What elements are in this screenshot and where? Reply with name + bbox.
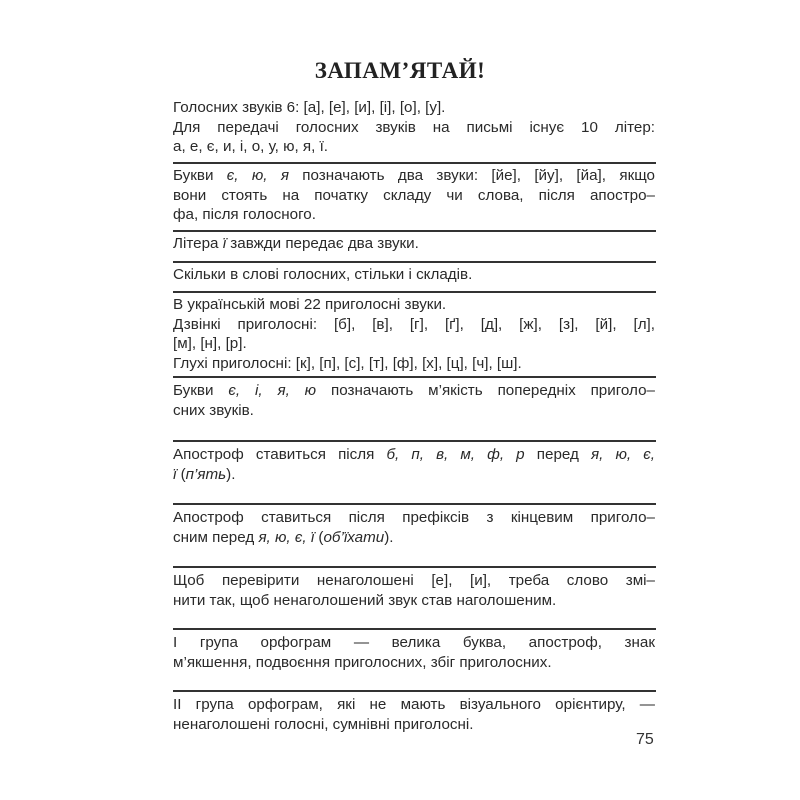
text-line: [173, 715, 655, 735]
italic-text: об’їхати: [323, 528, 385, 546]
text-line: [173, 118, 655, 138]
rule-block: [173, 381, 655, 420]
text-line: [173, 465, 655, 485]
text-line: [173, 315, 655, 335]
text-line: [173, 295, 655, 315]
text-segment: (: [314, 528, 324, 546]
text-segment: ІІ група орфограм, які не мають візуального орієнтиру, —: [173, 696, 655, 713]
text-segment: Дзвінкі приголосні: [б], [в], [г], [ґ], [д], [ж], [з], [й], [л],: [173, 315, 655, 333]
rule-block: [173, 166, 655, 225]
text-segment: вони стоять на початку складу чи слова, після апостро–: [173, 186, 655, 204]
text-segment: (: [176, 465, 186, 483]
page-number: 75: [636, 731, 654, 748]
italic-text: п’ять: [185, 465, 227, 483]
text-line: [173, 234, 655, 254]
text-segment: а, е, є, и, і, о, у, ю, я, ї.: [173, 138, 329, 155]
text-segment: [м], [н], [р].: [173, 335, 247, 352]
text-line: [173, 653, 655, 673]
text-segment: І група орфограм — велика буква, апостроф, знак: [173, 634, 655, 651]
text-segment: завжди передає два звуки.: [226, 235, 419, 252]
text-line: [173, 381, 655, 401]
text-segment: ).: [226, 465, 236, 483]
text-line: [173, 401, 655, 421]
rule-block: [173, 445, 655, 484]
divider: [173, 628, 656, 630]
text-segment: Голосних звуків 6: [а], [е], [и], [і], [о], [у].: [173, 99, 446, 116]
text-segment: ).: [384, 528, 394, 546]
divider: [173, 162, 656, 164]
text-segment: сних звуків.: [173, 401, 254, 419]
text-segment: Букви: [173, 167, 227, 184]
divider: [173, 690, 656, 692]
divider: [173, 566, 656, 568]
divider: [173, 376, 656, 378]
divider: [173, 261, 656, 263]
text-line: [173, 98, 655, 118]
text-segment: сним перед: [173, 528, 259, 546]
text-segment: В українській мові 22 приголосні звуки.: [173, 296, 447, 313]
text-line: [173, 265, 655, 285]
rule-block: [173, 695, 655, 734]
text-line: [173, 166, 655, 186]
text-segment: Літера: [173, 235, 223, 252]
italic-text: ї: [173, 465, 177, 483]
italic-text: є, і, я, ю: [228, 382, 317, 399]
italic-text: я, ю, є, ї: [258, 528, 315, 546]
text-segment: Букви: [173, 382, 229, 399]
text-line: [173, 137, 655, 157]
rule-block: [173, 98, 655, 157]
text-segment: Щоб перевірити ненаголошені [е], [и], треба слово змі–: [173, 572, 655, 589]
italic-text: є, ю, я: [226, 167, 289, 184]
text-line: [173, 445, 655, 465]
text-line: [173, 186, 655, 206]
text-segment: перед: [524, 446, 591, 463]
rule-block: [173, 234, 655, 254]
text-segment: м’якшення, подвоєння приголосних, збіг приголосних.: [173, 653, 552, 671]
rule-block: [173, 571, 655, 610]
rule-block: [173, 295, 655, 373]
text-segment: Скільки в слові голосних, стільки і складів.: [173, 266, 473, 283]
text-segment: Для передачі голосних звуків на письмі існує 10 літер:: [173, 118, 655, 136]
text-line: [173, 334, 655, 354]
italic-text: я, ю, є,: [591, 446, 655, 463]
page-title: ЗАПАМ’ЯТАЙ!: [314, 58, 486, 83]
text-segment: Апостроф ставиться після префіксів з кінцевим приголо–: [173, 509, 655, 526]
rule-block: [173, 508, 655, 547]
text-segment: нити так, щоб ненаголошений звук став наголошеним.: [173, 591, 557, 609]
text-segment: ненаголошені голосні, сумнівні приголосні.: [173, 715, 474, 733]
rule-block: [173, 265, 655, 285]
divider: [173, 440, 656, 442]
text-segment: позначають м’якість попередніх приголо–: [316, 382, 655, 399]
italic-text: б, п, в, м, ф, р: [386, 446, 525, 463]
text-line: [173, 508, 655, 528]
divider: [173, 291, 656, 293]
divider: [173, 503, 656, 505]
text-line: [173, 571, 655, 591]
divider: [173, 230, 656, 232]
text-line: [173, 633, 655, 653]
italic-text: ї: [222, 235, 227, 252]
text-segment: позначають два звуки: [йе], [йу], [йа], якщо: [288, 167, 655, 184]
text-line: [173, 205, 655, 225]
text-segment: фа, після голосного.: [173, 206, 316, 223]
text-line: [173, 354, 655, 374]
text-line: [173, 528, 655, 548]
text-line: [173, 695, 655, 715]
rule-block: [173, 633, 655, 672]
text-segment: Апостроф ставиться після: [173, 446, 387, 463]
text-line: [173, 591, 655, 611]
text-segment: Глухі приголосні: [к], [п], [с], [т], [ф], [х], [ц], [ч], [ш].: [173, 354, 522, 372]
